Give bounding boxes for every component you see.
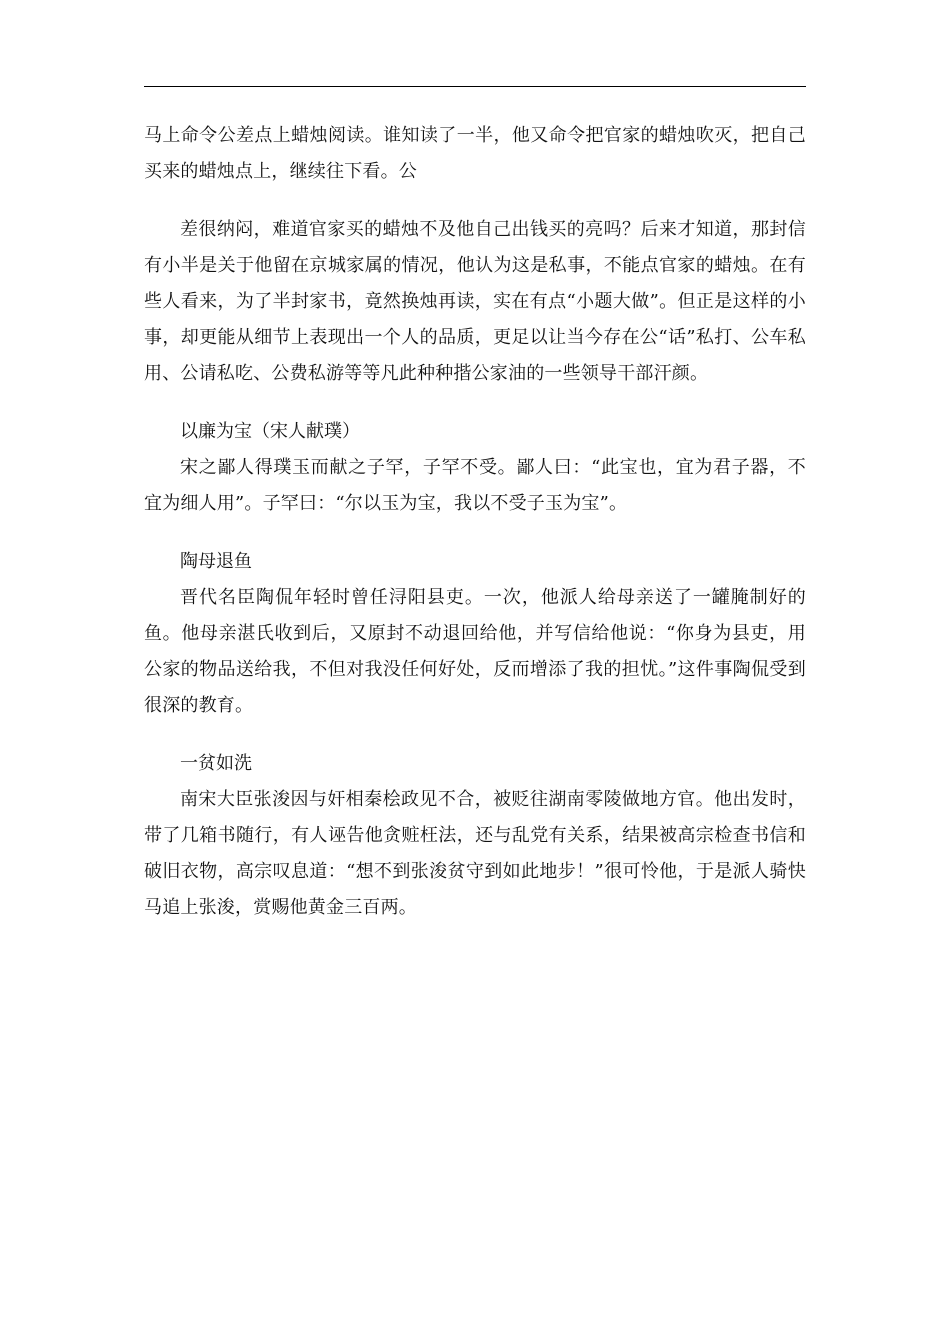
section-heading-tao-mu: 陶母退鱼 (180, 551, 252, 572)
paragraph-candle-story: 差很纳闷，难道官家买的蜡烛不及他自己出钱买的亮吗？后来才知道，那封信有小半是关于他留在京城家属的情况，他认为这是私事，不能点官家的蜡烛。在有些人看来，为了半封家书，竟然换烛再读，实在有点“小题大做”。但正是这样的小事，却更能从细节上表现出一个人的品质，更足以让当今存在公“话”私打、公车私用、公请私吃、公费私游等等凡此种种揩公家油的一些领导干部汗颜。 (144, 219, 806, 384)
paragraph-continuation: 马上命令公差点上蜡烛阅读。谁知读了一半，他又命令把官家的蜡烛吹灭，把自己买来的蜡烛点上，继续往下看。公 (144, 125, 806, 182)
section-heading-yi-pin-ru-xi: 一贫如洗 (180, 753, 252, 774)
document-body (144, 118, 806, 926)
section-heading-lian-wei-bao: 以廉为宝（宋人献璞） (180, 421, 360, 442)
header-rule (144, 86, 806, 87)
paragraph-zihan-jade: 宋之鄙人得璞玉而献之子罕，子罕不受。鄙人曰：“此宝也，宜为君子器，不宜为细人用”。子罕曰：“尔以玉为宝，我以不受子玉为宝”。 (144, 457, 806, 514)
paragraph-tao-kan-fish: 晋代名臣陶侃年轻时曾任浔阳县吏。一次，他派人给母亲送了一罐腌制好的鱼。他母亲湛氏收到后，又原封不动退回给他，并写信给他说：“你身为县吏，用公家的物品送给我，不但对我没任何好处，反而增添了我的担忧。”这件事陶侃受到很深的教育。 (144, 587, 806, 716)
paragraph-zhang-jun: 南宋大臣张浚因与奸相秦桧政见不合，被贬往湖南零陵做地方官。他出发时，带了几箱书随行，有人诬告他贪赃枉法，还与乱党有关系，结果被高宗检查书信和破旧衣物，高宗叹息道：“想不到张浚贫守到如此地步！”很可怜他，于是派人骑快马追上张浚，赏赐他黄金三百两。 (144, 789, 806, 918)
